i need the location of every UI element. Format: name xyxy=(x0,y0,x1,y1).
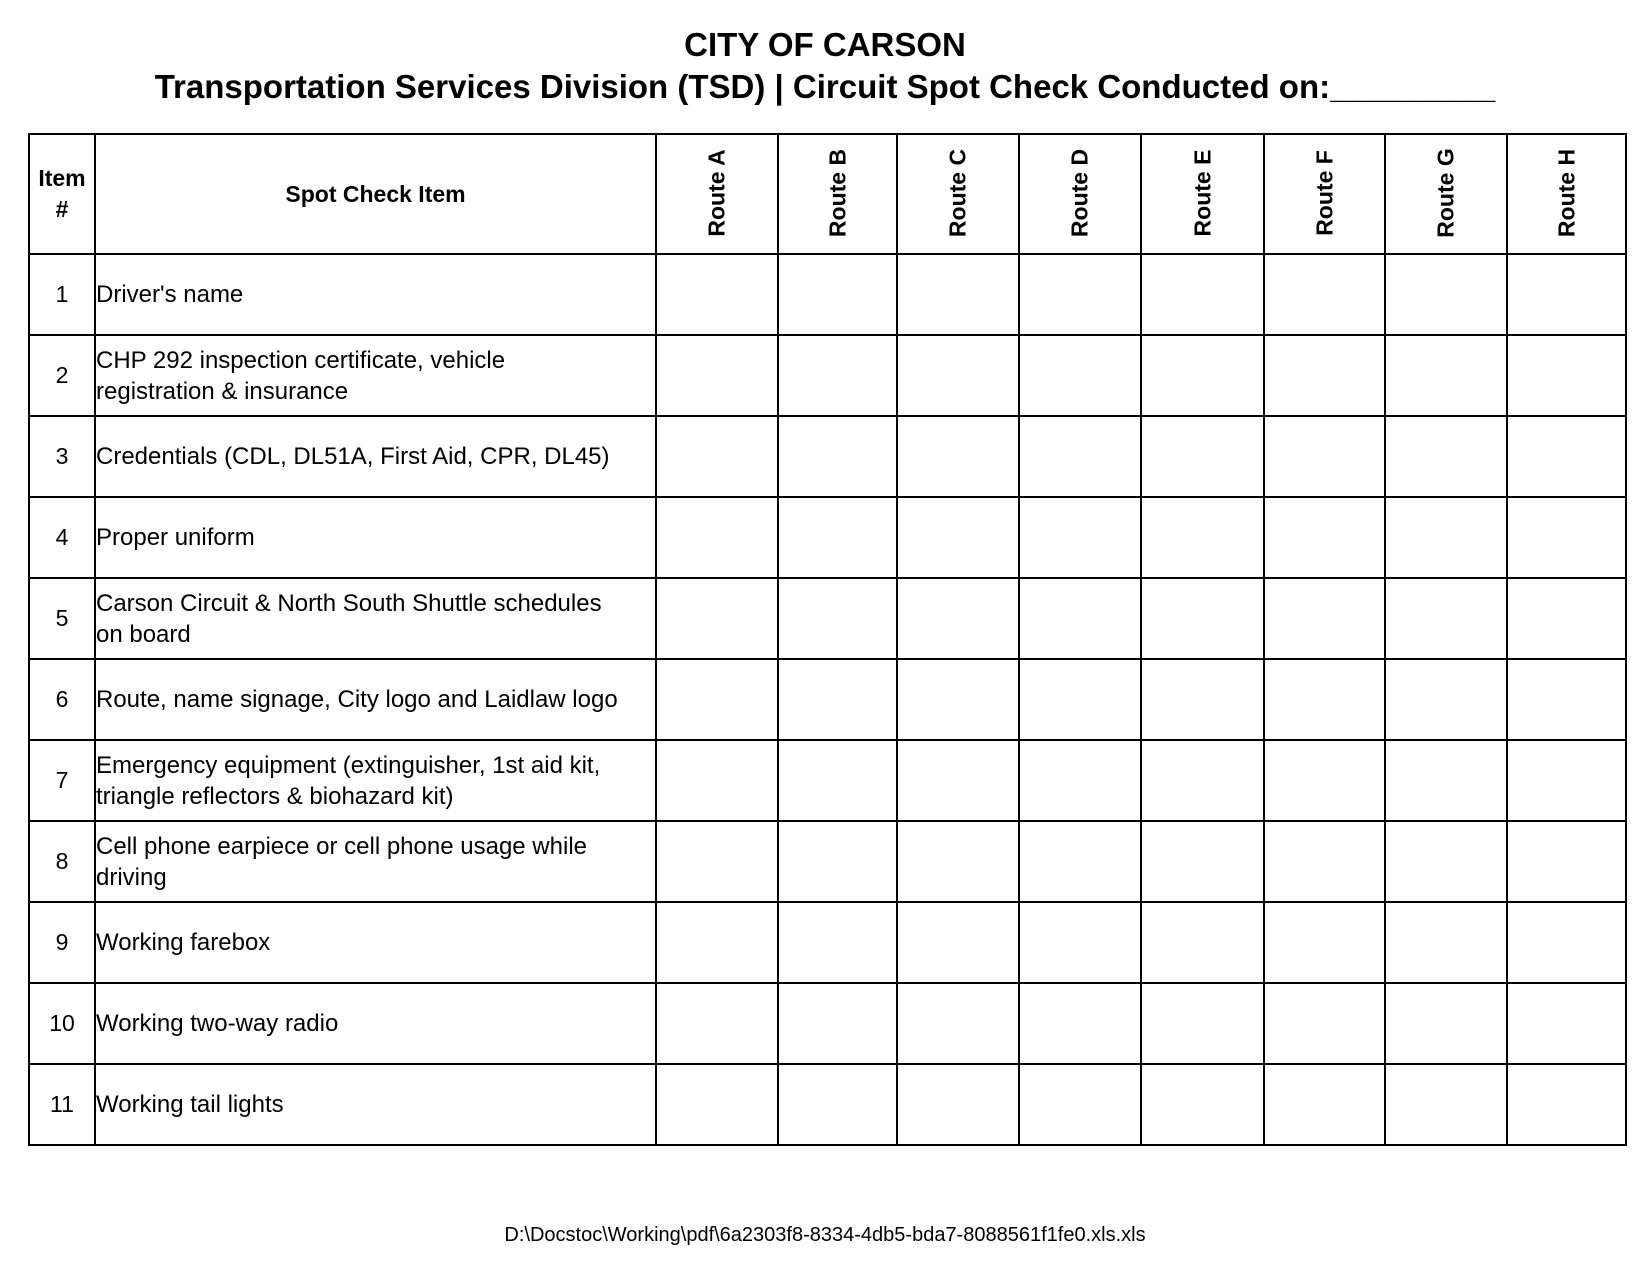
route-check-cell[interactable] xyxy=(1264,578,1385,659)
route-check-cell[interactable] xyxy=(656,740,778,821)
route-check-cell[interactable] xyxy=(1385,497,1507,578)
spot-check-item xyxy=(95,497,656,578)
route-check-cell[interactable] xyxy=(1019,740,1141,821)
item-number: 9 xyxy=(29,902,95,983)
route-check-cell[interactable] xyxy=(1019,497,1141,578)
spot-check-table xyxy=(28,133,1627,1146)
route-label: Route E xyxy=(1189,149,1215,237)
route-check-cell[interactable] xyxy=(1264,740,1385,821)
route-label: Route C xyxy=(944,148,971,238)
route-label: Route H xyxy=(1553,148,1579,238)
table-row xyxy=(29,902,1626,983)
spot-check-item xyxy=(95,821,656,902)
header-item-label: Item xyxy=(38,165,86,191)
route-check-cell[interactable] xyxy=(1507,578,1626,659)
route-check-cell[interactable] xyxy=(778,335,897,416)
route-label: Route G xyxy=(1432,148,1459,238)
route-check-cell[interactable] xyxy=(1385,740,1507,821)
route-label: Route D xyxy=(1066,148,1093,238)
route-check-cell[interactable] xyxy=(1264,902,1385,983)
route-check-cell[interactable] xyxy=(1019,659,1141,740)
item-number: 6 xyxy=(29,659,95,740)
route-check-cell[interactable] xyxy=(1019,416,1141,497)
route-check-cell[interactable] xyxy=(656,983,778,1064)
item-number: 1 xyxy=(29,254,95,335)
header-route-g xyxy=(1385,134,1507,254)
route-check-cell[interactable] xyxy=(897,821,1019,902)
route-check-cell[interactable] xyxy=(656,254,778,335)
header-item-hash: # xyxy=(55,196,69,222)
route-check-cell[interactable] xyxy=(897,335,1019,416)
header-route-d xyxy=(1019,134,1141,254)
item-text-line: driving xyxy=(96,863,167,891)
item-text-line: triangle reflectors & biohazard kit) xyxy=(96,782,454,810)
route-check-cell[interactable] xyxy=(1141,983,1264,1064)
route-check-cell[interactable] xyxy=(1141,821,1264,902)
table-row xyxy=(29,254,1626,335)
route-check-cell[interactable] xyxy=(1141,1064,1264,1145)
route-check-cell[interactable] xyxy=(1507,659,1626,740)
spot-check-item xyxy=(95,983,656,1064)
header-route-f xyxy=(1264,134,1385,254)
route-check-cell[interactable] xyxy=(656,1064,778,1145)
page-title: CITY OF CARSON xyxy=(684,26,966,63)
route-check-cell[interactable] xyxy=(1019,1064,1141,1145)
item-number: 11 xyxy=(29,1064,95,1145)
spot-check-item xyxy=(95,1064,656,1145)
header-route-e xyxy=(1141,134,1264,254)
route-check-cell[interactable] xyxy=(1507,821,1626,902)
table-row xyxy=(29,578,1626,659)
item-number: 5 xyxy=(29,578,95,659)
route-check-cell[interactable] xyxy=(1385,1064,1507,1145)
route-check-cell[interactable] xyxy=(656,578,778,659)
table-row xyxy=(29,740,1626,821)
header-route-a xyxy=(656,134,778,254)
header-item-number xyxy=(29,134,95,254)
item-number: 10 xyxy=(29,983,95,1064)
route-check-cell[interactable] xyxy=(897,1064,1019,1145)
item-text-line: Proper uniform xyxy=(96,524,255,551)
item-text-line: Emergency equipment (extinguisher, 1st aid kit, xyxy=(96,751,601,779)
file-path-footer: D:\Docstoc\Working\pdf\6a2303f8-8334-4db5-bda7-8088561f1fe0.xls.xls xyxy=(504,1224,1146,1246)
table-row xyxy=(29,659,1626,740)
route-check-cell[interactable] xyxy=(778,497,897,578)
route-check-cell[interactable] xyxy=(1019,335,1141,416)
route-check-cell[interactable] xyxy=(1019,578,1141,659)
route-check-cell[interactable] xyxy=(778,254,897,335)
route-check-cell[interactable] xyxy=(1507,335,1626,416)
header-row xyxy=(29,134,1626,254)
route-check-cell[interactable] xyxy=(1507,497,1626,578)
item-text-line: Working two-way radio xyxy=(96,1010,339,1037)
route-check-cell[interactable] xyxy=(656,659,778,740)
route-check-cell[interactable] xyxy=(1385,983,1507,1064)
route-check-cell[interactable] xyxy=(1385,659,1507,740)
route-check-cell[interactable] xyxy=(656,416,778,497)
item-text-line: Working tail lights xyxy=(96,1091,284,1118)
item-number: 3 xyxy=(29,416,95,497)
route-check-cell[interactable] xyxy=(656,821,778,902)
route-check-cell[interactable] xyxy=(897,497,1019,578)
route-check-cell[interactable] xyxy=(1141,497,1264,578)
route-check-cell[interactable] xyxy=(656,335,778,416)
route-check-cell[interactable] xyxy=(1141,659,1264,740)
route-check-cell[interactable] xyxy=(656,497,778,578)
route-check-cell[interactable] xyxy=(1385,335,1507,416)
item-text-line: on board xyxy=(96,620,191,648)
item-text-line: Working farebox xyxy=(96,929,271,956)
header-route-b xyxy=(778,134,897,254)
route-check-cell[interactable] xyxy=(897,416,1019,497)
route-check-cell[interactable] xyxy=(1264,416,1385,497)
item-number: 2 xyxy=(29,335,95,416)
spot-check-item xyxy=(95,416,656,497)
spot-check-item xyxy=(95,578,656,659)
route-check-cell[interactable] xyxy=(1264,1064,1385,1145)
route-check-cell[interactable] xyxy=(897,659,1019,740)
item-text-line: Cell phone earpiece or cell phone usage while xyxy=(96,832,587,860)
route-check-cell[interactable] xyxy=(1141,740,1264,821)
item-number: 8 xyxy=(29,821,95,902)
route-check-cell[interactable] xyxy=(1264,254,1385,335)
table-row xyxy=(29,983,1626,1064)
route-check-cell[interactable] xyxy=(1019,983,1141,1064)
item-text-line: Driver's name xyxy=(96,281,244,308)
route-label: Route B xyxy=(824,148,850,238)
route-check-cell[interactable] xyxy=(1507,1064,1626,1145)
route-check-cell[interactable] xyxy=(1385,821,1507,902)
route-label: Route F xyxy=(1311,150,1337,236)
table-row xyxy=(29,335,1626,416)
route-check-cell[interactable] xyxy=(1141,416,1264,497)
route-check-cell[interactable] xyxy=(778,659,897,740)
route-check-cell[interactable] xyxy=(1019,254,1141,335)
route-check-cell[interactable] xyxy=(1507,416,1626,497)
item-text-line: CHP 292 inspection certificate, vehicle xyxy=(96,346,506,374)
route-label: Route A xyxy=(703,149,730,237)
item-number: 7 xyxy=(29,740,95,821)
route-check-cell[interactable] xyxy=(1141,902,1264,983)
route-check-cell[interactable] xyxy=(1141,254,1264,335)
route-check-cell[interactable] xyxy=(1385,254,1507,335)
route-check-cell[interactable] xyxy=(778,1064,897,1145)
spot-check-item xyxy=(95,335,656,416)
spot-check-item xyxy=(95,659,656,740)
route-check-cell[interactable] xyxy=(778,416,897,497)
item-number: 4 xyxy=(29,497,95,578)
table-row xyxy=(29,1064,1626,1145)
page-subtitle: Transportation Services Division (TSD) | Circuit Spot Check Conducted on:_________ xyxy=(154,68,1496,105)
route-check-cell[interactable] xyxy=(1507,983,1626,1064)
route-check-cell[interactable] xyxy=(1264,659,1385,740)
header-route-h xyxy=(1507,134,1626,254)
route-check-cell[interactable] xyxy=(778,902,897,983)
route-check-cell[interactable] xyxy=(1141,335,1264,416)
route-check-cell[interactable] xyxy=(778,821,897,902)
route-check-cell[interactable] xyxy=(778,983,897,1064)
route-check-cell[interactable] xyxy=(1507,254,1626,335)
route-check-cell[interactable] xyxy=(897,902,1019,983)
route-check-cell[interactable] xyxy=(778,740,897,821)
route-check-cell[interactable] xyxy=(1507,740,1626,821)
table-row xyxy=(29,416,1626,497)
route-check-cell[interactable] xyxy=(1019,902,1141,983)
route-check-cell[interactable] xyxy=(656,902,778,983)
route-check-cell[interactable] xyxy=(1264,335,1385,416)
spot-check-item xyxy=(95,740,656,821)
route-check-cell[interactable] xyxy=(897,983,1019,1064)
route-check-cell[interactable] xyxy=(1507,902,1626,983)
item-text-line: Credentials (CDL, DL51A, First Aid, CPR, DL45) xyxy=(96,443,610,470)
spot-check-item xyxy=(95,254,656,335)
item-text-line: Route, name signage, City logo and Laidlaw logo xyxy=(96,686,618,713)
route-check-cell[interactable] xyxy=(1141,578,1264,659)
route-check-cell[interactable] xyxy=(1264,983,1385,1064)
route-check-cell[interactable] xyxy=(1264,821,1385,902)
route-check-cell[interactable] xyxy=(897,578,1019,659)
item-text-line: registration & insurance xyxy=(96,377,349,405)
table-row xyxy=(29,497,1626,578)
item-text-line: Carson Circuit & North South Shuttle schedules xyxy=(96,589,602,617)
header-route-c xyxy=(897,134,1019,254)
route-check-cell[interactable] xyxy=(897,254,1019,335)
route-check-cell[interactable] xyxy=(897,740,1019,821)
route-check-cell[interactable] xyxy=(1019,821,1141,902)
route-check-cell[interactable] xyxy=(778,578,897,659)
route-check-cell[interactable] xyxy=(1385,416,1507,497)
table-row xyxy=(29,821,1626,902)
route-check-cell[interactable] xyxy=(1385,578,1507,659)
header-spot-check-item: Spot Check Item xyxy=(95,134,656,254)
spot-check-item xyxy=(95,902,656,983)
route-check-cell[interactable] xyxy=(1385,902,1507,983)
route-check-cell[interactable] xyxy=(1264,497,1385,578)
